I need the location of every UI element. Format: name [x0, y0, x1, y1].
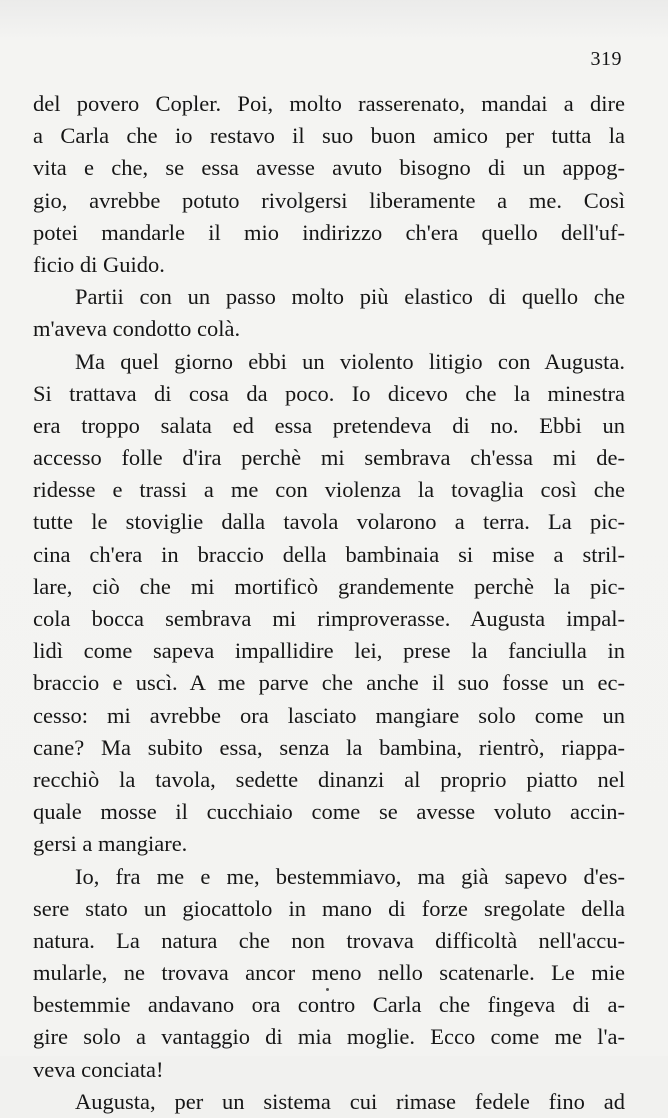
text-line: Ma quel giorno ebbi un violento litigio con Augusta.: [75, 348, 625, 374]
page-number: 319: [590, 48, 622, 70]
text-line: gire solo a vantaggio di mia moglie. Ecco come me l'a-: [33, 1024, 625, 1050]
text-line: cina ch'era in braccio della bambinaia si mise a stril-: [33, 541, 625, 567]
text-line: ficio di Guido.: [33, 251, 165, 277]
text-line: braccio e uscì. A me parve che anche il suo fosse un ec-: [33, 670, 625, 696]
text-line: quale mosse il cucchiaio come se avesse voluto accin-: [33, 799, 625, 825]
text-line: mularle, ne trovava ancor meno nello scatenarle. Le mie: [33, 960, 625, 986]
text-line: veva conciata!: [33, 1056, 164, 1082]
text-line: vita e che, se essa avesse avuto bisogno di un appog-: [33, 155, 625, 181]
text-line: sere stato un giocattolo in mano di forze sregolate della: [33, 895, 625, 921]
text-line: lare, ciò che mi mortificò grandemente perchè la pic-: [33, 573, 625, 599]
text-line: del povero Copler. Poi, molto rasserenato, mandai a dire: [33, 91, 625, 116]
text-line: recchiò la tavola, sedette dinanzi al proprio piatto nel: [33, 766, 625, 792]
text-line: ridesse e trassi a me con violenza la tovaglia così che: [33, 477, 625, 503]
text-line: cane? Ma subito essa, senza la bambina, rientrò, riappa-: [33, 734, 625, 760]
text-line: era troppo salata ed essa pretendeva di no. Ebbi un: [33, 412, 625, 438]
text-line: cesso: mi avrebbe ora lasciato mangiare solo come un: [33, 702, 625, 728]
text-line: potei mandarle il mio indirizzo ch'era quello dell'uf-: [33, 219, 625, 245]
text-line: a Carla che io restavo il suo buon amico per tutta la: [33, 123, 625, 149]
text-line: Partii con un passo molto più elastico di quello che: [75, 284, 625, 310]
text-line: Si trattava di cosa da poco. Io dicevo che la minestra: [33, 380, 625, 406]
text-line: tutte le stoviglie dalla tavola volarono a terra. La pic-: [33, 509, 625, 535]
text-line: Io, fra me e me, bestemmiavo, ma già sapevo d'es-: [75, 863, 625, 889]
text-line: natura. La natura che non trovava difficoltà nell'accu-: [33, 927, 625, 953]
text-line: m'aveva condotto colà.: [33, 316, 241, 342]
text-line: Augusta, per un sistema cui rimase fedele fino ad: [75, 1088, 625, 1114]
text-line: gio, avrebbe potuto rivolgersi liberamente a me. Così: [33, 187, 625, 213]
text-line: gersi a mangiare.: [33, 831, 188, 857]
text-line: accesso folle d'ira perchè mi sembrava ch'essa mi de-: [33, 445, 625, 471]
body-text: [33, 88, 625, 1118]
text-line: bestemmie andavano ora contro Carla che fingeva di a-: [33, 992, 625, 1018]
text-line: lidì come sapeva impallidire lei, prese la fanciulla in: [33, 638, 625, 664]
text-line: cola bocca sembrava mi rimproverasse. Augusta impal-: [33, 606, 625, 631]
print-speck: [326, 988, 329, 991]
